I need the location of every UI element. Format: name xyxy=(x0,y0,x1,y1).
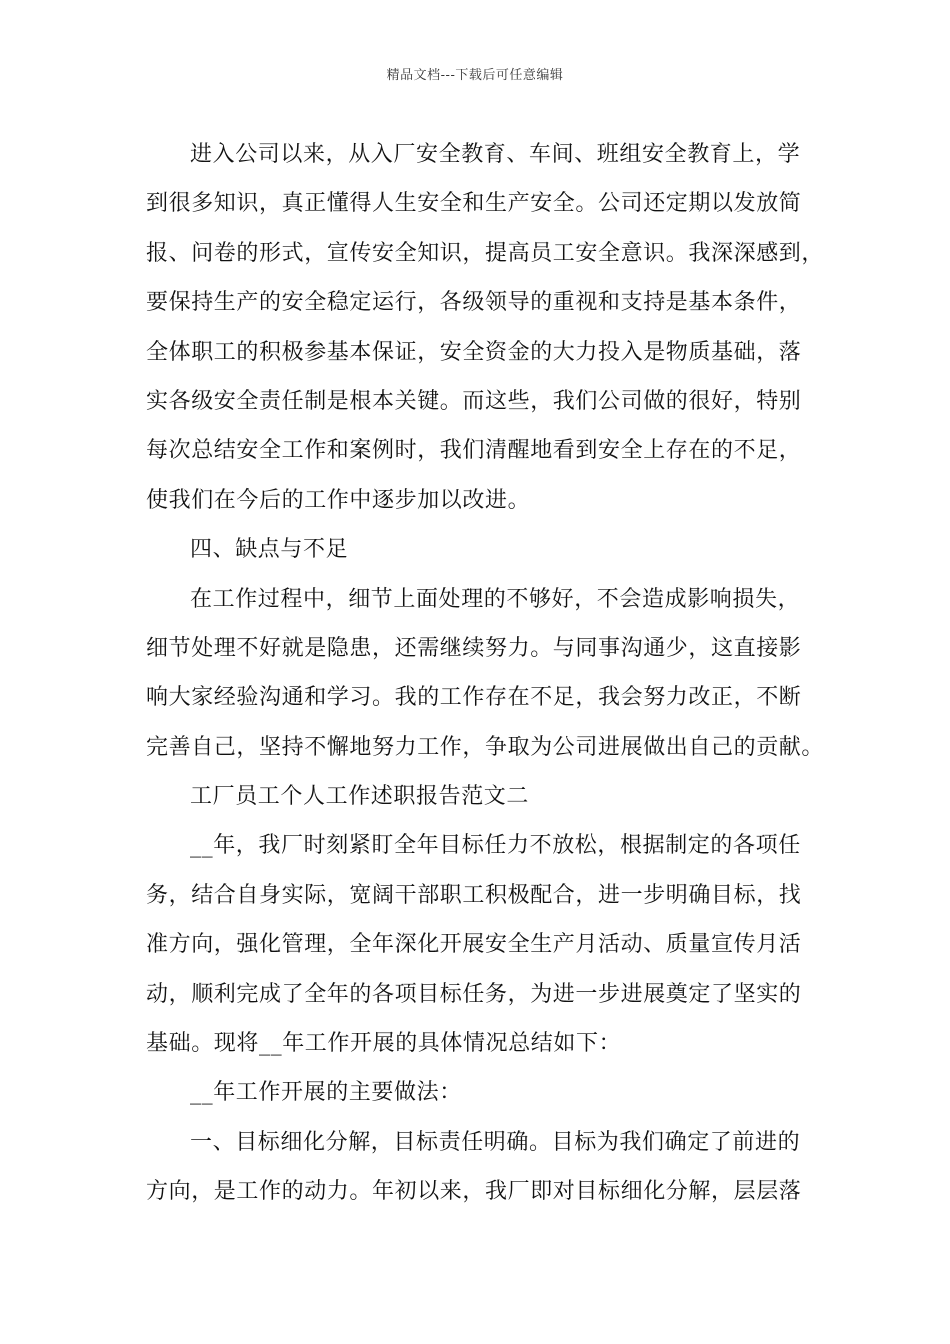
text-line: 方向，是工作的动力。年初以来，我厂即对目标细化分解，层层落 xyxy=(146,1179,802,1205)
text-line: 准方向，强化管理，全年深化开展安全生产月活动、质量宣传月活 xyxy=(146,932,802,958)
text-line: 报、问卷的形式，宣传安全知识，提高员工安全意识。我深深感到， xyxy=(146,240,825,266)
section-heading: 工厂员工个人工作述职报告范文二 xyxy=(190,784,530,810)
text-line: 使我们在今后的工作中逐步加以改进。 xyxy=(146,487,531,513)
page-header: 精品文档---下载后可任意编辑 xyxy=(386,68,564,83)
text-line: 响大家经验沟通和学习。我的工作存在不足，我会努力改正，不断 xyxy=(146,685,802,711)
text-line: 务，结合自身实际，宽阔干部职工积极配合，进一步明确目标，找 xyxy=(146,882,802,908)
text-line: 完善自己，坚持不懈地努力工作，争取为公司进展做出自己的贡献。 xyxy=(146,734,825,760)
text-line: 动，顺利完成了全年的各项目标任务，为进一步进展奠定了坚实的 xyxy=(146,981,802,1007)
text-line: __年工作开展的主要做法： xyxy=(190,1080,462,1106)
text-line: 要保持生产的安全稳定运行，各级领导的重视和支持是基本条件， xyxy=(146,290,802,316)
text-line: 每次总结安全工作和案例时，我们清醒地看到安全上存在的不足， xyxy=(146,438,802,464)
section-heading: 四、缺点与不足 xyxy=(190,537,349,563)
text-line: __年，我厂时刻紧盯全年目标任力不放松，根据制定的各项任 xyxy=(190,833,801,859)
text-line: 进入公司以来，从入厂安全教育、车间、班组安全教育上，学 xyxy=(190,142,801,167)
text-line: 基础。现将__年工作开展的具体情况总结如下： xyxy=(146,1031,622,1057)
text-line: 全体职工的积极参基本保证，安全资金的大力投入是物质基础，落 xyxy=(146,339,802,365)
text-line: 到很多知识，真正懂得人生安全和生产安全。公司还定期以发放简 xyxy=(146,191,802,217)
text-line: 实各级安全责任制是根本关键。而这些，我们公司做的很好，特别 xyxy=(146,388,802,414)
text-line: 在工作过程中，细节上面处理的不够好，不会造成影响损失， xyxy=(190,586,801,612)
text-line: 细节处理不好就是隐患，还需继续努力。与同事沟通少，这直接影 xyxy=(146,635,802,661)
text-line: 一、目标细化分解，目标责任明确。目标为我们确定了前进的 xyxy=(190,1129,801,1155)
document-body xyxy=(146,130,826,1217)
